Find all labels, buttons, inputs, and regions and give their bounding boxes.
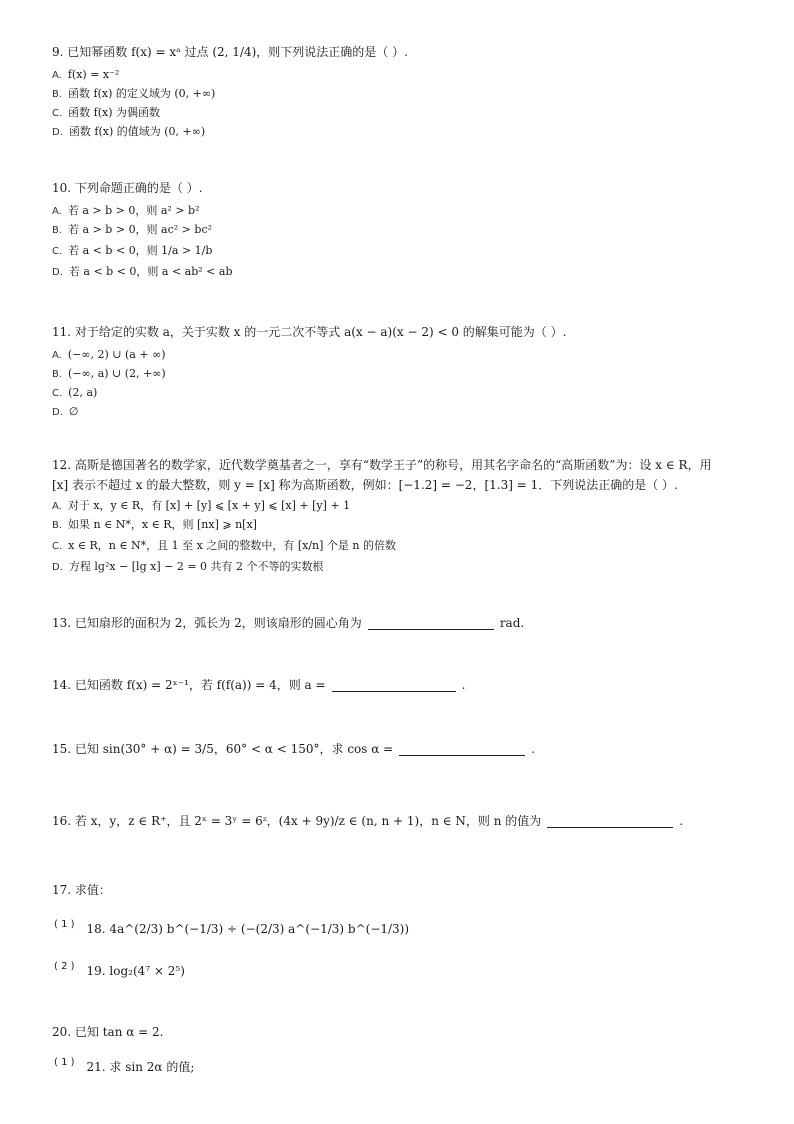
question-17-part-2: $^{( 2 )}$ 19. log₂(4⁷ × 2⁵) bbox=[54, 961, 185, 978]
answer-blank[interactable] bbox=[399, 741, 525, 756]
option-b: B. 如果 n ∈ N*，x ∈ R，则 [nx] ⩾ n[x] bbox=[52, 518, 257, 531]
option-c: C. 函数 f(x) 为偶函数 bbox=[52, 106, 161, 119]
question-15: 15. 已知 sin(30° + α) = 3/5，60° < α < 150°，求 cos α = . bbox=[52, 742, 536, 756]
question-stem-line-1: 12. 高斯是德国著名的数学家，近代数学奠基者之一，享有“数学王子”的称号，用其名字命名的“高斯函数”为：设 x ∈ R，用 bbox=[52, 458, 712, 472]
question-20: 20. 已知 tan α = 2. bbox=[52, 1025, 164, 1039]
option-a: A. (−∞, 2) ∪ (a + ∞) bbox=[52, 348, 166, 361]
question-stem: 9. 已知幂函数 f(x) = xᵃ 过点 (2, 1/4)，则下列说法正确的是（ ）. bbox=[52, 45, 408, 59]
option-c: C. x ∈ R，n ∈ N*，且 1 至 x 之间的整数中，有 [x/n] 个是 n 的倍数 bbox=[52, 539, 396, 552]
question-stem: 11. 对于给定的实数 a，关于实数 x 的一元二次不等式 a(x − a)(x − 2) < 0 的解集可能为（ ）. bbox=[52, 325, 567, 339]
question-16: 16. 若 x，y，z ∈ R⁺，且 2ˣ = 3ʸ = 6ᶻ，(4x + 9y)/z ∈ (n, n + 1)，n ∈ N，则 n 的值为 . bbox=[52, 814, 684, 828]
option-b: B. 函数 f(x) 的定义域为 (0, +∞) bbox=[52, 87, 216, 100]
option-a: A. 对于 x，y ∈ R，有 [x] + [y] ⩽ [x + y] ⩽ [x] + [y] + 1 bbox=[52, 499, 351, 512]
option-c: C. (2, a) bbox=[52, 386, 98, 399]
question-14: 14. 已知函数 f(x) = 2ˣ⁻¹，若 f(f(a)) = 4，则 a = . bbox=[52, 678, 466, 692]
option-d: D. 函数 f(x) 的值域为 (0, +∞) bbox=[52, 125, 206, 138]
option-d: D. 若 a < b < 0，则 a < ab² < ab bbox=[52, 265, 233, 278]
question-11 bbox=[52, 322, 566, 422]
option-c: C. 若 a < b < 0，则 1/a > 1/b bbox=[52, 244, 213, 257]
question-13: 13. 已知扇形的面积为 2，弧长为 2，则该扇形的圆心角为 rad. bbox=[52, 616, 525, 630]
option-d: D. 方程 lg²x − [lg x] − 2 = 0 共有 2 个不等的实数根 bbox=[52, 560, 324, 573]
option-a: A. 若 a > b > 0，则 a² > b² bbox=[52, 204, 200, 217]
question-stem-line-2: [x] 表示不超过 x 的最大整数，则 y = [x] 称为高斯函数，例如：[−1.2] = −2，[1.3] = 1．下列说法正确的是（ ）. bbox=[52, 478, 678, 492]
question-20-part-1: $^{( 1 )}$ 21. 求 sin 2α 的值; bbox=[54, 1057, 195, 1074]
question-stem: 10. 下列命题正确的是（ ）. bbox=[52, 181, 203, 195]
option-d: D. ∅ bbox=[52, 405, 79, 418]
option-a: A. f(x) = x⁻² bbox=[52, 68, 120, 81]
option-b: B. (−∞, a) ∪ (2, +∞) bbox=[52, 367, 166, 380]
answer-blank[interactable] bbox=[332, 677, 456, 692]
answer-blank[interactable] bbox=[368, 615, 494, 630]
answer-blank[interactable] bbox=[547, 813, 673, 828]
question-12 bbox=[52, 455, 712, 577]
question-17-part-1: $^{( 1 )}$ 18. 4a^(2/3) b^(−1/3) ÷ (−(2/3) a^(−1/3) b^(−1/3)) bbox=[54, 919, 410, 936]
question-10 bbox=[52, 178, 233, 282]
option-b: B. 若 a > b > 0，则 ac² > bc² bbox=[52, 223, 213, 236]
question-9 bbox=[52, 42, 408, 142]
question-17: 17. 求值： bbox=[52, 883, 111, 897]
